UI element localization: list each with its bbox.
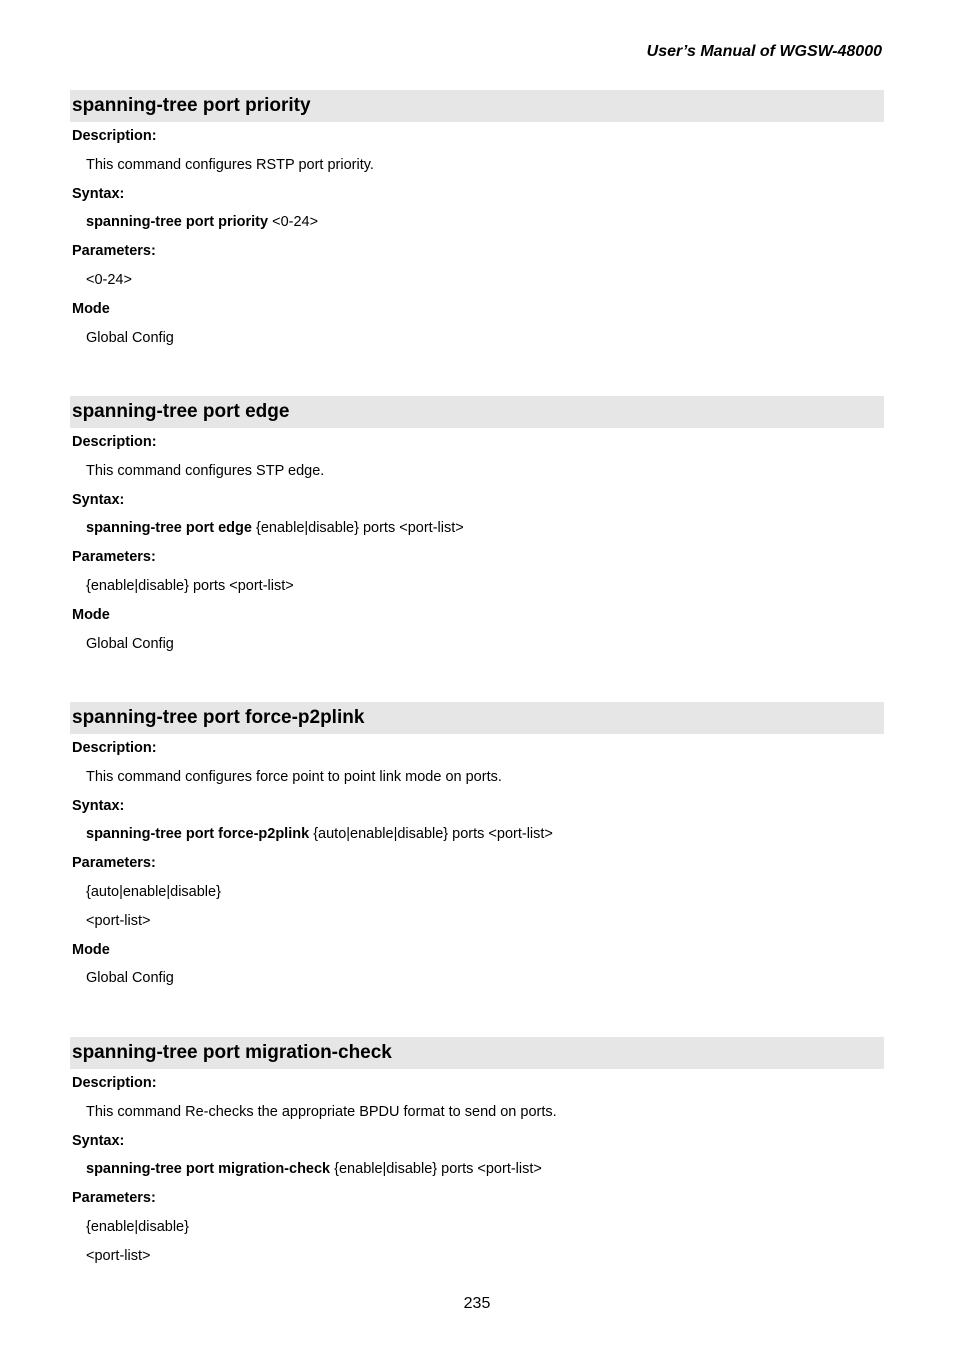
section-title: spanning-tree port edge xyxy=(70,396,884,428)
field-label: Mode xyxy=(72,941,110,958)
field-value: This command configures force point to point link mode on ports. xyxy=(86,768,502,785)
syntax-command: spanning-tree port edge xyxy=(86,520,252,537)
field-label: Parameters: xyxy=(72,243,156,260)
field-value: {enable|disable} ports <port-list> xyxy=(86,577,294,594)
field-value: <port-list> xyxy=(86,1247,151,1264)
section-title: spanning-tree port migration-check xyxy=(70,1037,884,1069)
field-label: Mode xyxy=(72,606,110,623)
field-label: Mode xyxy=(72,300,110,317)
field-label: Syntax: xyxy=(72,1132,125,1149)
command-section xyxy=(70,396,884,658)
syntax-command: spanning-tree port priority xyxy=(86,214,269,231)
field-label: Description: xyxy=(72,128,157,144)
syntax-arguments: {auto|enable|disable} ports <port-list> xyxy=(309,826,553,843)
field-label: Syntax: xyxy=(72,185,125,202)
field-value: {auto|enable|disable} xyxy=(86,883,221,900)
field-value: This command configures STP edge. xyxy=(86,462,325,479)
field-value: Global Config xyxy=(86,635,174,652)
syntax-line xyxy=(70,820,884,849)
field-value: <port-list> xyxy=(86,912,151,929)
syntax-arguments: <0-24> xyxy=(268,214,319,231)
syntax-command: spanning-tree port force-p2plink xyxy=(86,826,310,843)
syntax-arguments: {enable|disable} ports <port-list> xyxy=(251,520,464,537)
command-section xyxy=(70,1037,884,1271)
field-label: Syntax: xyxy=(72,491,125,508)
syntax-line xyxy=(70,1155,884,1184)
syntax-command: spanning-tree port migration-check xyxy=(86,1161,331,1178)
syntax-arguments: {enable|disable} ports <port-list> xyxy=(330,1161,542,1178)
section-title: spanning-tree port priority xyxy=(70,90,884,122)
field-value: This command configures RSTP port priority. xyxy=(86,156,374,173)
field-label: Description: xyxy=(72,740,157,756)
field-label: Parameters: xyxy=(72,1190,156,1207)
command-section xyxy=(70,90,884,352)
syntax-line xyxy=(70,208,884,237)
field-label: Parameters: xyxy=(72,855,156,872)
field-label: Description: xyxy=(72,1075,157,1091)
field-value: {enable|disable} xyxy=(86,1218,189,1235)
field-label: Parameters: xyxy=(72,549,156,566)
field-value: Global Config xyxy=(86,970,174,987)
page-number: 235 xyxy=(463,1295,491,1312)
field-label: Syntax: xyxy=(72,797,125,814)
manual-header-title: User’s Manual of WGSW-48000 xyxy=(646,43,882,60)
field-label: Description: xyxy=(72,434,157,450)
section-title: spanning-tree port force-p2plink xyxy=(70,702,884,734)
field-value: Global Config xyxy=(86,329,174,346)
syntax-line xyxy=(70,514,884,543)
field-value: <0-24> xyxy=(86,271,132,288)
field-value: This command Re-checks the appropriate BPDU format to send on ports. xyxy=(86,1103,557,1120)
command-section xyxy=(70,702,884,993)
